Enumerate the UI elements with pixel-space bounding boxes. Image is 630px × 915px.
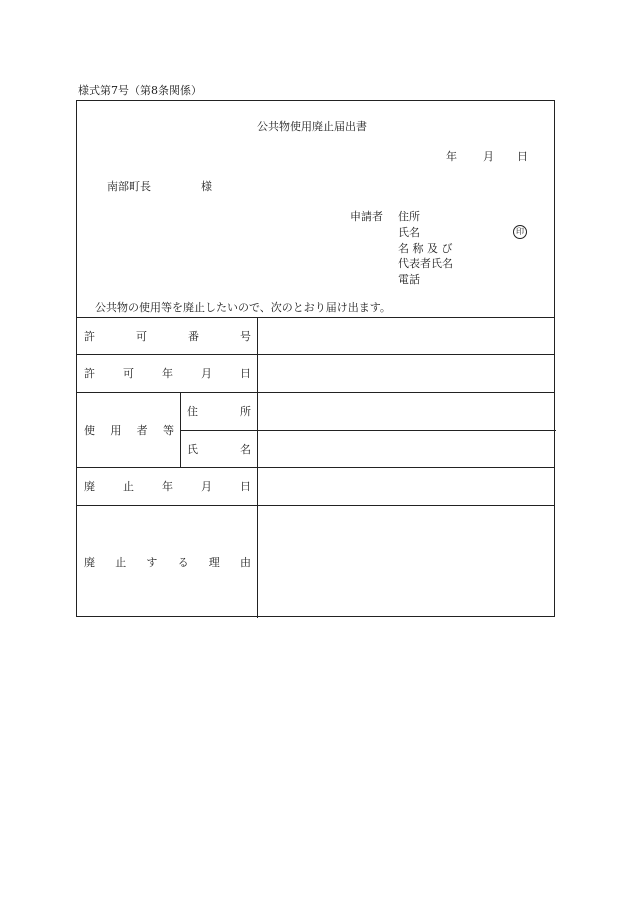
permit-date-value[interactable] — [258, 355, 555, 392]
permit-number-value[interactable] — [258, 318, 555, 354]
addressee-name: 南部町長 — [107, 180, 151, 193]
label-char: 由 — [239, 555, 251, 569]
form-number-label: 様式第7号（第8条関係） — [78, 84, 202, 97]
label-char: 使 — [84, 423, 95, 437]
label-char: 住 — [187, 405, 198, 418]
label-char: 廃 — [84, 555, 95, 569]
applicant-address-label: 住所 — [398, 210, 420, 223]
user-label — [84, 392, 174, 467]
label-char: 年 — [162, 480, 173, 493]
date-month: 月 — [483, 150, 494, 163]
user-name-label — [187, 430, 251, 467]
form-frame — [76, 100, 555, 617]
label-char: 所 — [240, 405, 251, 418]
seal-stamp: 印 — [513, 225, 527, 239]
user-address-value[interactable] — [258, 393, 555, 430]
label-char: 者 — [136, 423, 148, 437]
label-char: 止 — [123, 480, 134, 493]
label-char: 月 — [201, 480, 212, 493]
label-char: 号 — [240, 329, 251, 343]
addressee-honorific: 様 — [201, 180, 212, 193]
permit-number-label — [84, 317, 251, 354]
applicant-label: 申請者 — [350, 210, 383, 223]
label-char: 氏 — [187, 442, 198, 456]
label-char: 番 — [188, 329, 199, 343]
label-char: す — [146, 555, 158, 569]
label-char: 名 — [240, 442, 251, 456]
seal-mark — [513, 225, 527, 239]
abolish-date-value[interactable] — [258, 468, 555, 505]
reason-value[interactable] — [258, 506, 555, 616]
label-char: 許 — [84, 367, 95, 380]
label-char: 可 — [136, 329, 147, 343]
label-char: 月 — [201, 367, 212, 380]
label-char: 用 — [110, 423, 122, 437]
form-header — [77, 101, 554, 317]
date-day: 日 — [517, 150, 528, 163]
applicant-org-line1: 名 称 及 び — [398, 242, 453, 255]
date-year: 年 — [446, 150, 457, 163]
label-char: 理 — [208, 555, 220, 569]
table-subcolumn-divider — [180, 392, 181, 467]
label-char: 日 — [240, 367, 251, 380]
applicant-org-line2: 代表者氏名 — [398, 257, 453, 270]
permit-date-label — [84, 354, 251, 392]
user-name-value[interactable] — [258, 431, 555, 467]
label-char: 廃 — [84, 480, 95, 493]
applicant-name-label: 氏名 — [398, 226, 420, 239]
form-title: 公共物使用廃止届出書 — [257, 120, 367, 133]
applicant-phone-label: 電話 — [398, 273, 420, 286]
label-char: 年 — [162, 367, 173, 380]
abolish-date-label — [84, 467, 251, 505]
label-char: 許 — [84, 329, 95, 343]
label-char: 可 — [123, 367, 134, 380]
label-char: 等 — [162, 423, 174, 437]
statement-text: 公共物の使用等を廃止したいので、次のとおり届け出ます。 — [95, 301, 391, 314]
label-char: 日 — [240, 480, 251, 493]
label-char: 止 — [115, 555, 127, 569]
user-address-label — [187, 392, 251, 430]
reason-label — [84, 505, 251, 618]
label-char: る — [177, 555, 189, 569]
